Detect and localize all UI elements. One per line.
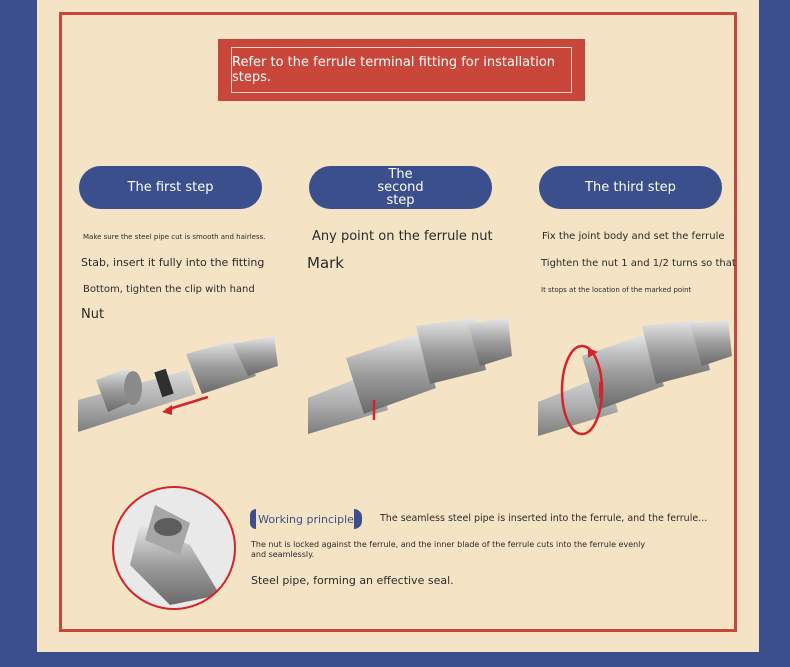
step-1-line-1: Make sure the steel pipe cut is smooth and hairless. [83,233,266,241]
step-3-line-3: It stops at the location of the marked point [541,286,692,294]
badge-right-cap [354,509,362,529]
step-1-line-2: Stab, insert it fully into the fitting [81,256,265,269]
step-1-title: The first step [127,180,214,195]
step-1-line-4: Nut [81,307,105,322]
step-3-line-1: Fix the joint body and set the ferrule [542,231,725,242]
principle-line-3: Steel pipe, forming an effective seal. [251,574,454,587]
badge-left-cap [250,509,256,529]
step-2-pill [309,166,492,209]
step-3-title: The third step [585,180,676,195]
step-3-line-2: Tighten the nut 1 and 1/2 turns so that [541,258,736,269]
step-3-pill [539,166,722,209]
principle-line-1: The seamless steel pipe is inserted into the ferrule, and the ferrule... [380,513,708,524]
step-2-fitting-image [308,318,513,436]
step-1-pill [79,166,262,209]
step-2-line-1: Any point on the ferrule nut [312,229,493,244]
step-2-line-2: Mark [307,254,344,272]
step-1-fitting-image [78,330,278,440]
working-principle-label: Working principle [258,512,354,526]
step-3-fitting-image [538,320,733,440]
instruction-banner [218,39,585,101]
principle-line-2: The nut is locked against the ferrule, and the inner blade of the ferrule cuts into the ferrule evenly and seamlessly. [251,540,646,559]
working-principle-badge [250,508,362,530]
banner-text: Refer to the ferrule terminal fitting for installation steps. [231,47,572,93]
step-2-title: The second step [377,167,424,208]
step-1-line-3: Bottom, tighten the clip with hand [83,284,255,295]
principle-closeup-image [110,485,238,611]
